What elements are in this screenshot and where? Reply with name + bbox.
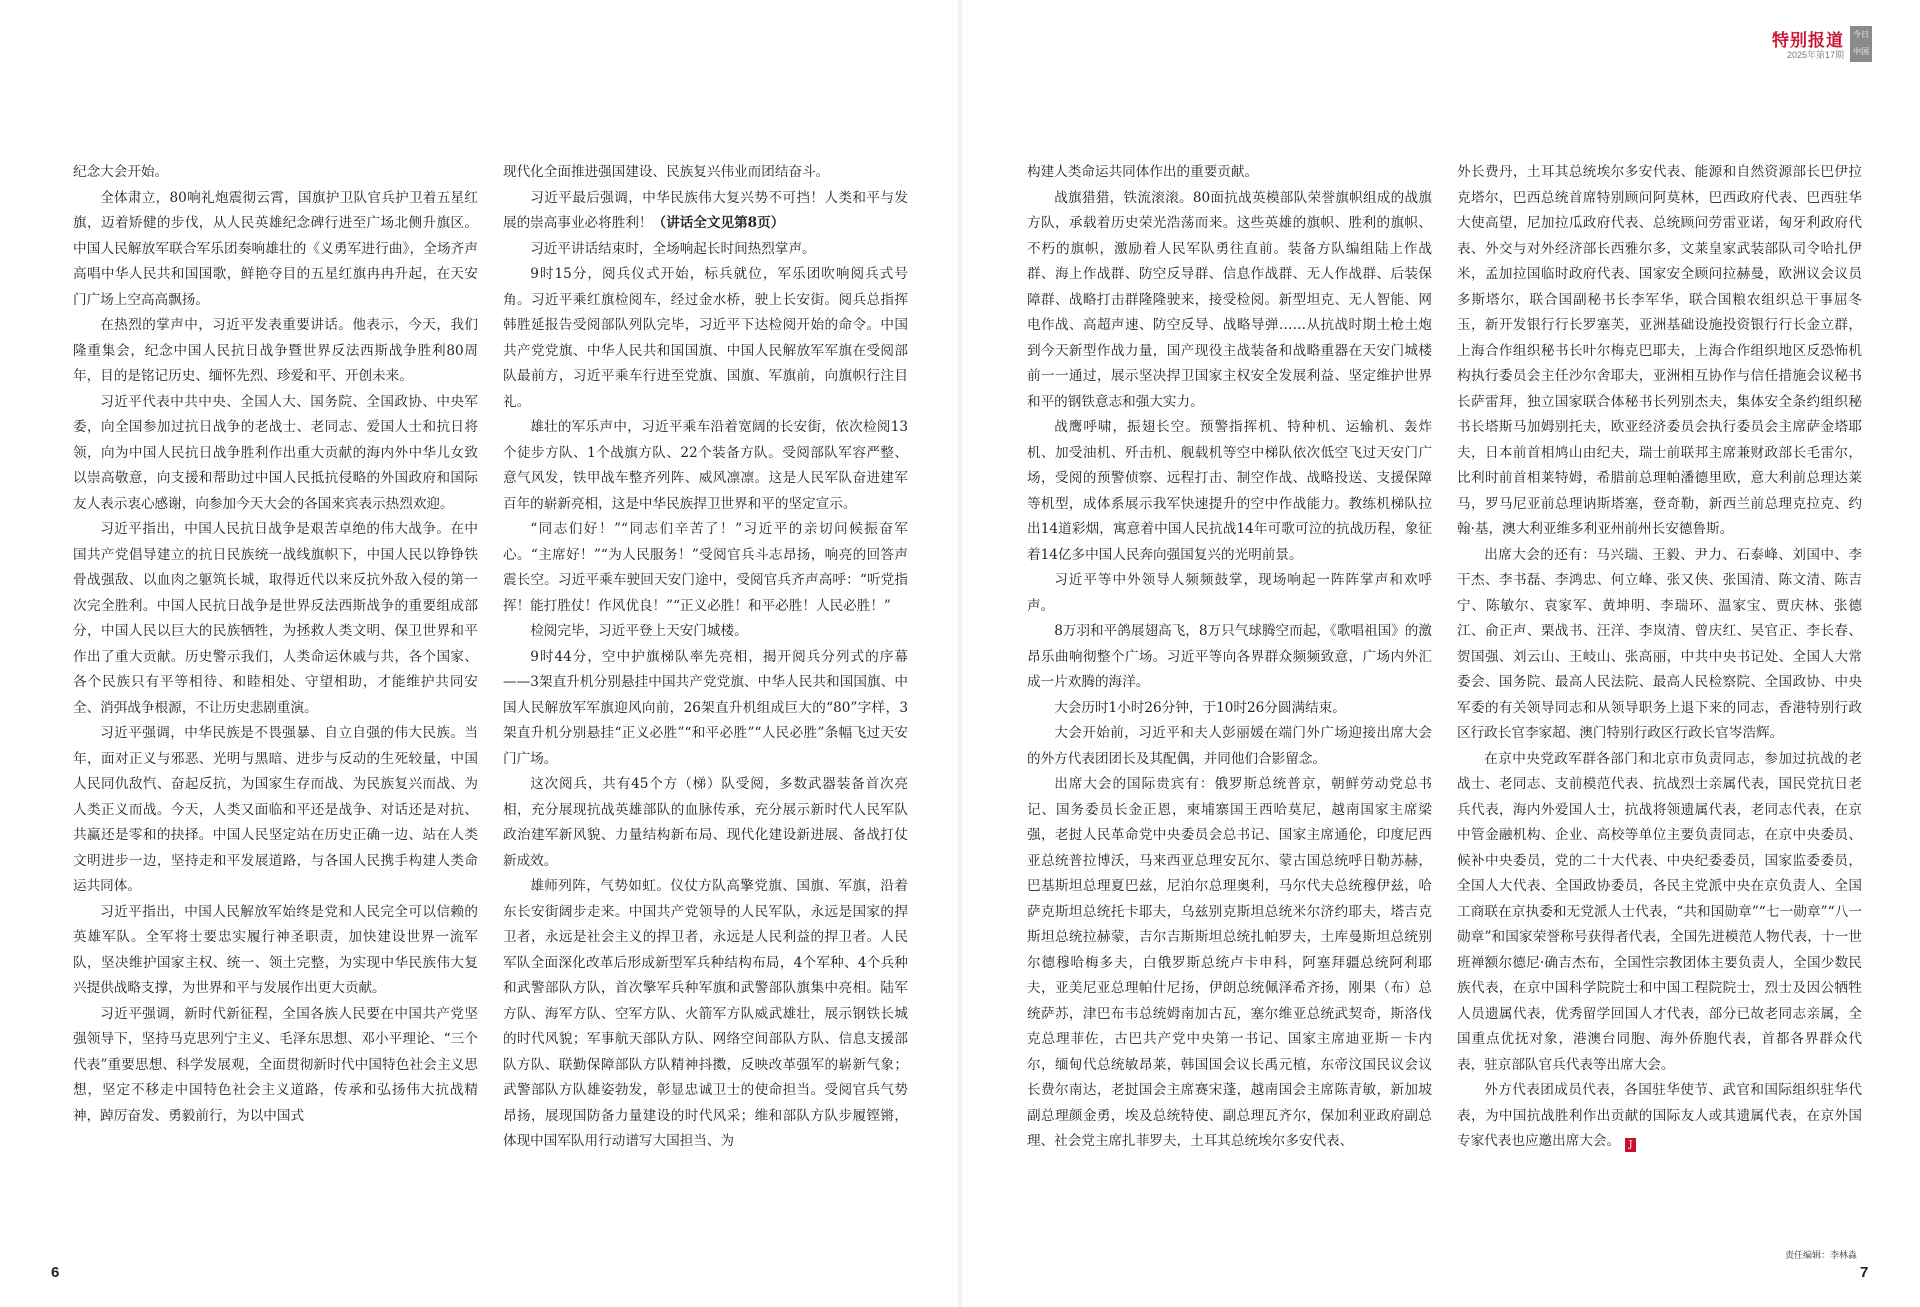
page-gutter [958, 0, 962, 1307]
cross-reference: （讲话全文见第8页） [652, 215, 785, 231]
paragraph: 战鹰呼啸，振翅长空。预警指挥机、特种机、运输机、轰炸机、加受油机、歼击机、舰载机等空中梯队依次低空飞过天安门广场，受阅的预警侦察、远程打击、制空作战、战略投送、支援保障等机型，成体系展示我军快速提升的空中作战能力。教练机梯队拉出14道彩烟，寓意着中国人民抗战14年可歌可泣的抗战历程，象征着14亿多中国人民奔向强国复兴的光明前景。 [1027, 419, 1432, 563]
paragraph [1457, 1078, 1862, 1155]
paragraph: 大会历时1小时26分钟，于10时26分圆满结束。 [1054, 699, 1346, 716]
end-of-article-icon: J [1625, 1138, 1636, 1152]
paragraph-text: 外方代表团成员代表，各国驻华使节、武官和国际组织驻华代表，为中国抗战胜利作出贡献的国际友人或其遗属代表，在京外国专家代表也应邀出席大会。 [1457, 1082, 1862, 1149]
paragraph: “同志们好！”“同志们辛苦了！”习近平的亲切问候振奋军心。“主席好！”“为人民服务！”受阅官兵斗志昂扬，响亮的回答声震长空。习近平乘车驶回天安门途中，受阅官兵齐声高呼：“听党指挥！能打胜仗！作风优良！”“正义必胜！和平必胜！人民必胜！” [503, 521, 908, 614]
page-number-right: 7 [1860, 1264, 1869, 1281]
paragraph: 雄师列阵，气势如虹。仪仗方队高擎党旗、国旗、军旗，沿着东长安街阔步走来。中国共产党领导的人民军队，永远是国家的捍卫者，永远是社会主义的捍卫者，永远是人民利益的捍卫者。人民军队全面深化改革后形成新型军兵种结构布局，4个军种、4个兵种和武警部队方队，首次擎军兵种军旗和武警部队旗集中亮相。陆军方队、海军方队、空军方队、火箭军方队威武雄壮，展示钢铁长城的时代风貌；军事航天部队方队、网络空间部队方队、信息支援部队方队、联勤保障部队方队精神抖擞，反映改革强军的崭新气象；武警部队方队雄姿勃发，彰显忠诚卫士的使命担当。受阅官兵气势昂扬，展现国防备力量建设的时代风采；维和部队方队步履铿锵，体现中国军队用行动谱写大国担当、为 [503, 878, 908, 1149]
text-column-4 [1457, 160, 1862, 1155]
paragraph: 出席大会的还有：马兴瑞、王毅、尹力、石泰峰、刘国中、李干杰、李书磊、李鸿忠、何立峰、张又侠、张国清、陈文清、陈吉宁、陈敏尔、袁家军、黄坤明、李瑞环、温家宝、贾庆林、张德江、俞正声、栗战书、汪洋、李岚清、曾庆红、吴官正、李长春、贺国强、刘云山、王岐山、张高丽，中共中央书记处、全国人大常委会、国务院、最高人民法院、最高人民检察院、全国政协、中央军委的有关领导同志和从领导职务上退下来的同志，香港特别行政区行政长官李家超、澳门特别行政区行政长官岑浩辉。 [1457, 546, 1862, 741]
paragraph: 9时44分，空中护旗梯队率先亮相，揭开阅兵分列式的序幕——3架直升机分别悬挂中国共产党党旗、中华人民共和国国旗、中国人民解放军军旗迎风向前，26架直升机组成巨大的“80”字样，3架直升机分别悬挂“正义必胜”“和平必胜”“人民必胜”条幅飞过天安门广场。 [503, 648, 908, 767]
paragraph: 习近平讲话结束时，全场响起长时间热烈掌声。 [530, 240, 816, 257]
paragraph: 现代化全面推进强国建设、民族复兴伟业而团结奋斗。 [503, 164, 830, 180]
section-name: 特别报道 [1772, 31, 1844, 51]
text-column-1 [73, 160, 478, 1129]
paragraph: 习近平代表中共中央、全国人大、国务院、全国政协、中央军委，向全国参加过抗日战争的老战士、老同志、爱国人士和抗日将领，向为中国人民抗日战争胜利作出重大贡献的海内外中华儿女致以崇高敬意，向支援和帮助过中国人民抵抗侵略的外国政府和国际友人表示衷心感谢，向参加今天大会的各国来宾表示热烈欢迎。 [73, 393, 478, 512]
paragraph: 8万羽和平鸽展翅高飞，8万只气球腾空而起，《歌唱祖国》的激昂乐曲响彻整个广场。习近平等向各界群众频频致意，广场内外汇成一片欢腾的海洋。 [1027, 623, 1432, 690]
paragraph: 外长费丹，土耳其总统埃尔多安代表、能源和自然资源部长巴伊拉克塔尔，巴西总统首席特别顾问阿莫林，巴西政府代表、巴西驻华大使高望，尼加拉瓜政府代表、总统顾问劳雷亚诺，匈牙利政府代表、外交与对外经济部长西雅尔多，文莱皇家武装部队司令哈扎伊米，孟加拉国临时政府代表、国家安全顾问拉赫曼，欧洲议会议员多斯塔尔，联合国副秘书长李军华，联合国粮农组织总干事屈冬玉，新开发银行行长罗塞芙，亚洲基础设施投资银行行长金立群，上海合作组织秘书长叶尔梅克巴耶夫，上海合作组织地区反恐怖机构执行委员会主任沙尔舍耶夫，亚洲相互协作与信任措施会议秘书长萨雷拜，独立国家联合体秘书长列别杰夫，集体安全条约组织秘书长塔斯马加姆别托夫，欧亚经济委员会执行委员会主席萨金塔耶夫，日本前首相鸠山由纪夫，瑞士前联邦主席兼财政部长毛雷尔，比利时前首相莱特姆，希腊前总理帕潘德里欧，意大利前总理达莱马，罗马尼亚前总理讷斯塔塞，登奇勒，新西兰前总理克拉克、约翰·基，澳大利亚维多利亚州前州长安德鲁斯。 [1457, 164, 1862, 537]
text-column-3 [1027, 160, 1432, 1155]
paragraph: 全体肃立，80响礼炮震彻云霄，国旗护卫队官兵护卫着五星红旗，迈着矫健的步伐，从人民英雄纪念碑行进至广场北侧升旗区。中国人民解放军联合军乐团奏响雄壮的《义勇军进行曲》，全场齐声高唱中华人民共和国国歌，鲜艳夺目的五星红旗冉冉升起，在天安门广场上空高高飘扬。 [73, 189, 478, 308]
issue-number: 2025年第17期 [1786, 50, 1844, 60]
paragraph: 战旗猎猎，铁流滚滚。80面抗战英模部队荣誉旗帜组成的战旗方队，承载着历史荣光浩荡而来。这些英雄的旗帜、胜利的旗帜、不朽的旗帜，激励着人民军队勇往直前。装备方队编组陆上作战群、海上作战群、防空反导群、信息作战群、无人作战群、后装保障群、战略打击群隆隆驶来，接受检阅。新型坦克、无人智能、网电作战、高超声速、防空反导、战略导弹……从抗战时期土枪土炮到今天新型作战力量，国产现役主战装备和战略重器在天安门城楼前一一通过，展示坚决捍卫国家主权安全发展利益、坚定维护世界和平的钢铁意志和强大实力。 [1027, 189, 1432, 410]
paragraph: 9时15分，阅兵仪式开始，标兵就位，军乐团吹响阅兵式号角。习近平乘红旗检阅车，经过金水桥，驶上长安街。阅兵总指挥韩胜延报告受阅部队列队完毕，习近平下达检阅开始的命令。中国共产党党旗、中华人民共和国国旗、中国人民解放军军旗在受阅部队最前方，习近平乘车行进至党旗、国旗、军旗前，向旗帜行注目礼。 [503, 266, 908, 410]
text-column-2 [503, 160, 908, 1155]
paragraph: 在热烈的掌声中，习近平发表重要讲话。他表示，今天，我们隆重集会，纪念中国人民抗日战争暨世界反法西斯战争胜利80周年，目的是铭记历史、缅怀先烈、珍爱和平、开创未来。 [73, 317, 478, 384]
paragraph: 习近平等中外领导人频频鼓掌，现场响起一阵阵掌声和欢呼声。 [1027, 572, 1432, 614]
editor-credit: 责任编辑：李林淼 [1784, 1251, 1857, 1261]
paragraph: 出席大会的国际贵宾有：俄罗斯总统普京，朝鲜劳动党总书记、国务委员长金正恩，柬埔寨国王西哈莫尼，越南国家主席梁强，老挝人民革命党中央委员会总书记、国家主席通伦，印度尼西亚总统普拉博沃，马来西亚总理安瓦尔、蒙古国总统呼日勒苏赫，巴基斯坦总理夏巴兹，尼泊尔总理奥利，马尔代夫总统穆伊兹，哈萨克斯坦总统托卡耶夫，乌兹别克斯坦总统米尔济约耶夫，塔吉克斯坦总统拉赫蒙，吉尔吉斯斯坦总统扎帕罗夫，土库曼斯坦总统别尔德穆哈梅多夫，白俄罗斯总统卢卡申科，阿塞拜疆总统阿利耶夫，亚美尼亚总理帕什尼扬，伊朗总统佩泽希齐扬，刚果（布）总统萨苏，津巴布韦总统姆南加古瓦，塞尔维亚总统武契奇，斯洛伐克总理菲佐，古巴共产党中央第一书记、国家主席迪亚斯－卡内尔，缅甸代总统敏昂莱，韩国国会议长禹元植，东帝汶国民议会议长费尔南达，老挝国会主席赛宋蓬，越南国会主席陈青敏，新加坡副总理颜金勇，埃及总统特使、副总理瓦齐尔，保加利亚政府副总理、社会党主席扎菲罗夫，土耳其总统埃尔多安代表、 [1027, 776, 1432, 1149]
paragraph [503, 186, 908, 237]
paragraph: 检阅完毕，习近平登上天安门城楼。 [530, 623, 748, 639]
paragraph: 习近平指出，中国人民抗日战争是艰苦卓绝的伟大战争。在中国共产党倡导建立的抗日民族统一战线旗帜下，中国人民以铮铮铁骨战强敌、以血肉之躯筑长城，取得近代以来反抗外敌入侵的第一次完全胜利。中国人民抗日战争是世界反法西斯战争的重要组成部分，中国人民以巨大的民族牺牲，为拯救人类文明、保卫世界和平作出了重大贡献。历史警示我们，人类命运休戚与共，各个国家、各个民族只有平等相待、和睦相处、守望相助，才能维护共同安全、消弭战争根源，不让历史悲剧重演。 [73, 521, 478, 716]
paragraph: 习近平指出，中国人民解放军始终是党和人民完全可以信赖的英雄军队。全军将士要忠实履行神圣职责，加快建设世界一流军队，坚决维护国家主权、统一、领土完整，为实现中华民族伟大复兴提供战略支撑，为世界和平与发展作出更大贡献。 [73, 903, 478, 996]
paragraph: 这次阅兵，共有45个方（梯）队受阅，多数武器装备首次亮相，充分展现抗战英雄部队的血脉传承，充分展示新时代人民军队政治建军新风貌、力量结构新布局、现代化建设新进展、备战打仗新成效。 [503, 776, 908, 869]
paragraph: 在京中央党政军群各部门和北京市负责同志，参加过抗战的老战士、老同志、支前模范代表、抗战烈士亲属代表，国民党抗日老兵代表，海内外爱国人士，抗战将领遗属代表，老同志代表，在京中管金融机构、企业、高校等单位主要负责同志，在京中央委员、候补中央委员，党的二十大代表、中央纪委委员，国家监委委员，全国人大代表、全国政协委员，各民主党派中央在京负责人、全国工商联在京执委和无党派人士代表，“共和国勋章”“七一勋章”“八一勋章”和国家荣誉称号获得者代表，全国先进模范人物代表，十一世班禅额尔德尼·确吉杰布，全国性宗教团体主要负责人，全国少数民族代表，在京中国科学院院士和中国工程院院士，烈士及因公牺牲人员遗属代表，优秀留学回国人才代表，部分已故老同志亲属，全国重点优抚对象，港澳台同胞、海外侨胞代表，首都各界群众代表，驻京部队官兵代表等出席大会。 [1457, 750, 1862, 1073]
magazine-logo-icon: 今日 中国 [1850, 26, 1872, 62]
paragraph: 习近平强调，新时代新征程，全国各族人民要在中国共产党坚强领导下，坚持马克思列宁主义、毛泽东思想、邓小平理论、“三个代表”重要思想、科学发展观，全面贯彻新时代中国特色社会主义思想，坚定不移走中国特色社会主义道路，传承和弘扬伟大抗战精神，踔厉奋发、勇毅前行，为以中国式 [73, 1005, 478, 1124]
paragraph-text: 习近平最后强调，中华民族伟大复兴势不可挡！人类和平与发展的崇高事业必将胜利！ [503, 189, 908, 231]
paragraph: 纪念大会开始。 [73, 164, 169, 180]
page-number-left: 6 [51, 1264, 60, 1281]
paragraph: 习近平强调，中华民族是不畏强暴、自立自强的伟大民族。当年，面对正义与邪恶、光明与黑暗、进步与反动的生死较量，中国人民同仇敌忾、奋起反抗，为国家生存而战、为民族复兴而战、为人类正义而战。今天，人类又面临和平还是战争、对话还是对抗、共赢还是零和的抉择。中国人民坚定站在历史正确一边、站在人类文明进步一边，坚持走和平发展道路，与各国人民携手构建人类命运共同体。 [73, 725, 478, 894]
paragraph: 大会开始前，习近平和夫人彭丽媛在端门外广场迎接出席大会的外方代表团团长及其配偶，并同他们合影留念。 [1027, 725, 1432, 767]
paragraph: 雄壮的军乐声中，习近平乘车沿着宽阔的长安街，依次检阅13个徒步方队、1个战旗方队、22个装备方队。受阅部队军容严整、意气风发，铁甲战车整齐列阵、威风凛凛。这是人民军队奋进建军百年的崭新亮相，这是中华民族捍卫世界和平的坚定宣示。 [503, 419, 908, 512]
paragraph: 构建人类命运共同体作出的重要贡献。 [1027, 164, 1259, 180]
